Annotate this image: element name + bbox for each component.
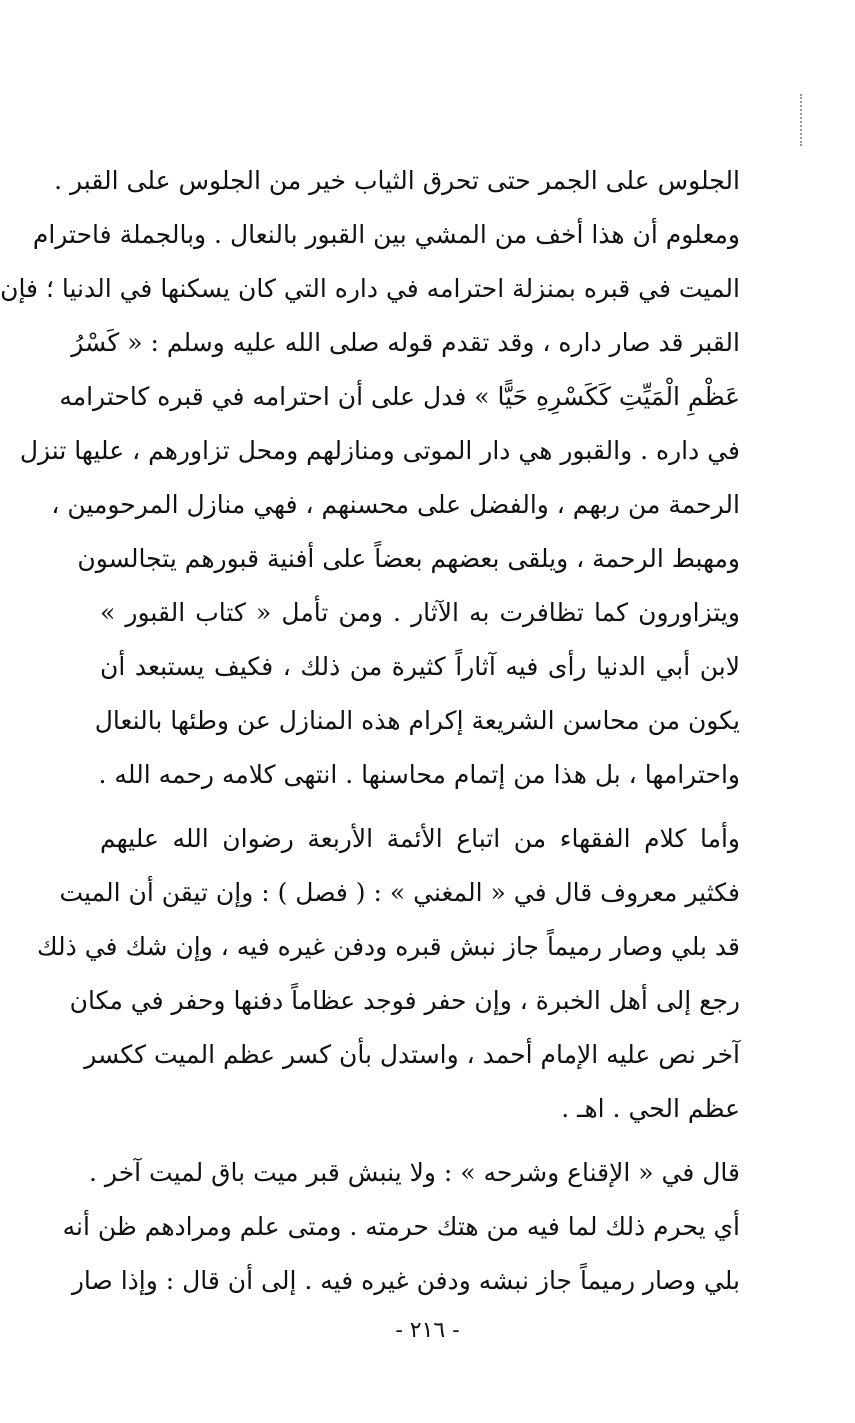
text-line: لابن أبي الدنيا رأى فيه آثاراً كثيرة من ذلك ، فكيف يستبعد أن bbox=[100, 652, 740, 681]
paragraph-1 bbox=[0, 154, 740, 802]
text-line: قال في « الإقناع وشرحه » : ولا ينبش قبر ميت باق لميت آخر . bbox=[89, 1158, 740, 1187]
text-line: رجع إلى أهل الخبرة ، وإن حفر فوجد عظاماً دفنها وحفر في مكان bbox=[69, 986, 740, 1015]
book-page bbox=[0, 154, 740, 1308]
text-line: واحترامها ، بل هذا من إتمام محاسنها . انتهى كلامه رحمه الله . bbox=[98, 760, 740, 789]
text-line: في داره . والقبور هي دار الموتى ومنازلهم ومحل تزاورهم ، عليها تنزل bbox=[19, 436, 740, 465]
text-line: الرحمة من ربهم ، والفضل على محسنهم ، فهي منازل المرحومين ، bbox=[51, 490, 740, 519]
text-line: فكثير معروف قال في « المغني » : ( فصل ) : وإن تيقن أن الميت bbox=[59, 878, 740, 907]
text-line: بلي وصار رميماً جاز نبشه ودفن غيره فيه . إلى أن قال : وإذا صار bbox=[71, 1266, 740, 1295]
text-line: عَظْمِ الْمَيِّتِ كَكَسْرِهِ حَيًّا » فدل على أن احترامه في قبره كاحترامه bbox=[59, 382, 740, 411]
margin-mark bbox=[800, 94, 806, 146]
text-line: آخر نص عليه الإمام أحمد ، واستدل بأن كسر عظم الميت ككسر bbox=[84, 1040, 740, 1069]
paragraph-2 bbox=[36, 812, 740, 1136]
text-line: وأما كلام الفقهاء من اتباع الأئمة الأربعة رضوان الله عليهم bbox=[100, 824, 740, 853]
text-line: القبر قد صار داره ، وقد تقدم قوله صلى الله عليه وسلم : « كَسْرُ bbox=[71, 328, 740, 357]
text-line: عظم الحي . اهـ . bbox=[561, 1094, 740, 1123]
text-line: الجلوس على الجمر حتى تحرق الثياب خير من الجلوس على القبر . bbox=[54, 166, 740, 195]
text-line: أي يحرم ذلك لما فيه من هتك حرمته . ومتى علم ومرادهم ظن أنه bbox=[62, 1212, 740, 1241]
page-number: - ٢١٦ - bbox=[395, 1318, 460, 1343]
text-line: ويتزاورون كما تظافرت به الآثار . ومن تأمل « كتاب القبور » bbox=[100, 598, 740, 627]
text-line: ومهبط الرحمة ، ويلقى بعضهم بعضاً على أفنية قبورهم يتجالسون bbox=[77, 544, 740, 573]
text-line: ومعلوم أن هذا أخف من المشي بين القبور بالنعال . وبالجملة فاحترام bbox=[32, 220, 740, 249]
text-line: الميت في قبره بمنزلة احترامه في داره التي كان يسكنها في الدنيا ؛ فإن bbox=[0, 274, 740, 303]
paragraph-3 bbox=[62, 1146, 740, 1308]
text-line: قد بلي وصار رميماً جاز نبش قبره ودفن غيره فيه ، وإن شك في ذلك bbox=[36, 932, 740, 961]
text-line: يكون من محاسن الشريعة إكرام هذه المنازل عن وطئها بالنعال bbox=[94, 706, 740, 735]
